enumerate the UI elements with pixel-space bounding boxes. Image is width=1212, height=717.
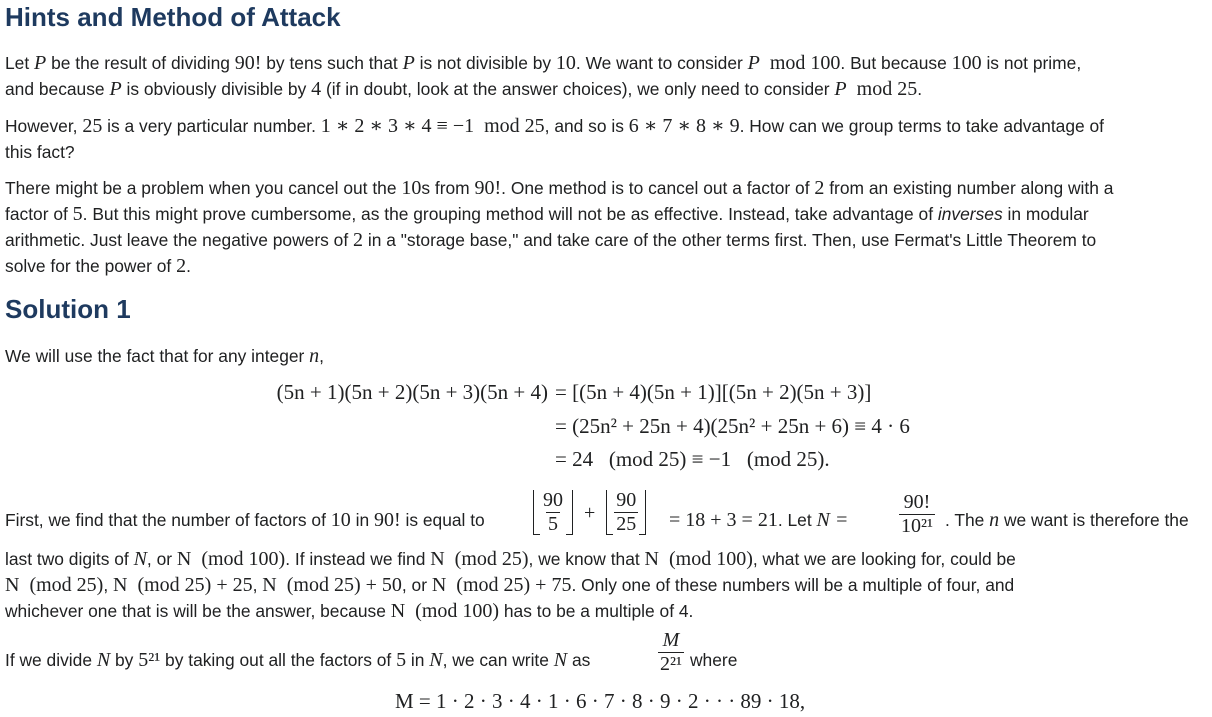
equation-line-1: = [(5n + 4)(5n + 1)][(5n + 2)(5n + 3)] bbox=[555, 380, 872, 404]
fraction-90-factorial: $\frac{90!}{\text{10²¹}}$ bbox=[901, 491, 933, 537]
equation-line-2: = (25n² + 25n + 4)(25n² + 25n + 6) ≡ 4 · 6 bbox=[555, 414, 910, 438]
paragraph-solution-intro: We will use the fact that for any integer n, bbox=[5, 345, 325, 367]
heading-solution-1: Solution 1 bbox=[5, 294, 131, 324]
floor-90-over-5: $\frac{90}{5}$ bbox=[533, 490, 573, 535]
equation-m-product: M = 1 · 2 · 3 · 4 · 1 · 6 · 7 · 8 · 9 · 2 · · · 89 · 18, bbox=[395, 689, 806, 713]
heading-hints: Hints and Method of Attack bbox=[5, 2, 341, 32]
paragraph-hints-2: However, 25 is a very particular number. 1 ∗ 2 ∗ 3 ∗ 4 ≡ −1 mod 25, and so is 6 ∗ 7 ∗ 8 ∗ 9. How can we group terms to take advantage of this fact? bbox=[5, 115, 1105, 162]
paragraph-factors-rest: last two digits of N, or N (mod 100). If instead we find N (mod 25), we know that N (mod 100), what we are looking for, could be N (mod 25), N (mod 25) + 25, N (mod 25) + 50, or N (mod 25) + 75. Only one of these numbers will be a multiple of four, and whichever one that is will be the answer, because N (mod 100) has to be a multiple of 4. bbox=[5, 548, 1016, 622]
floor-expression: $\frac{90}{5}$ + $\frac{90}{25}$ bbox=[531, 490, 648, 535]
paragraph-divide: If we divide N by 5²¹ by taking out all the factors of 5 in N, we can write N as $\frac{M}{\text{2²¹}}$ where bbox=[5, 629, 738, 675]
paragraph-hints-1: Let P be the result of dividing 90! by tens such that P is not divisible by 10. We want to consider P mod 100. But because 100 is not prime, and because P is obviously divisible by 4 (if in doubt, look at the answer choices), we only need to consider P mod 25. bbox=[5, 52, 1082, 100]
floor-90-over-25: $\frac{90}{25}$ bbox=[606, 490, 646, 535]
fraction-m-over-2-21: $\frac{M}{\text{2²¹}}$ bbox=[660, 629, 682, 675]
equation-lhs: (5n + 1)(5n + 2)(5n + 3)(5n + 4) bbox=[276, 380, 548, 404]
paragraph-factors-line-1: First, we find that the number of factors of 10 in 90! is equal to $\frac{90}{5}$ + $\frac{90}{25}$ = 18 + 3 = 21. Let N = $\frac{90!}{\text{10²¹}}$ . The n we want is therefore the bbox=[5, 489, 1189, 537]
equation-line-3: = 24 (mod 25) ≡ −1 (mod 25). bbox=[555, 447, 830, 471]
paragraph-hints-3: There might be a problem when you cancel out the 10s from 90!. One method is to cancel out a factor of 2 from an existing number along with a factor of 5. But this might prove cumbersome, as the grouping method will not be as effective. Instead, take advantage of inverses in modular arithmetic. Just leave the negative powers of 2 in a "storage base," and take care of the other terms first. Then, use Fermat's Little Theorem to solve for the power of 2. bbox=[5, 177, 1114, 277]
